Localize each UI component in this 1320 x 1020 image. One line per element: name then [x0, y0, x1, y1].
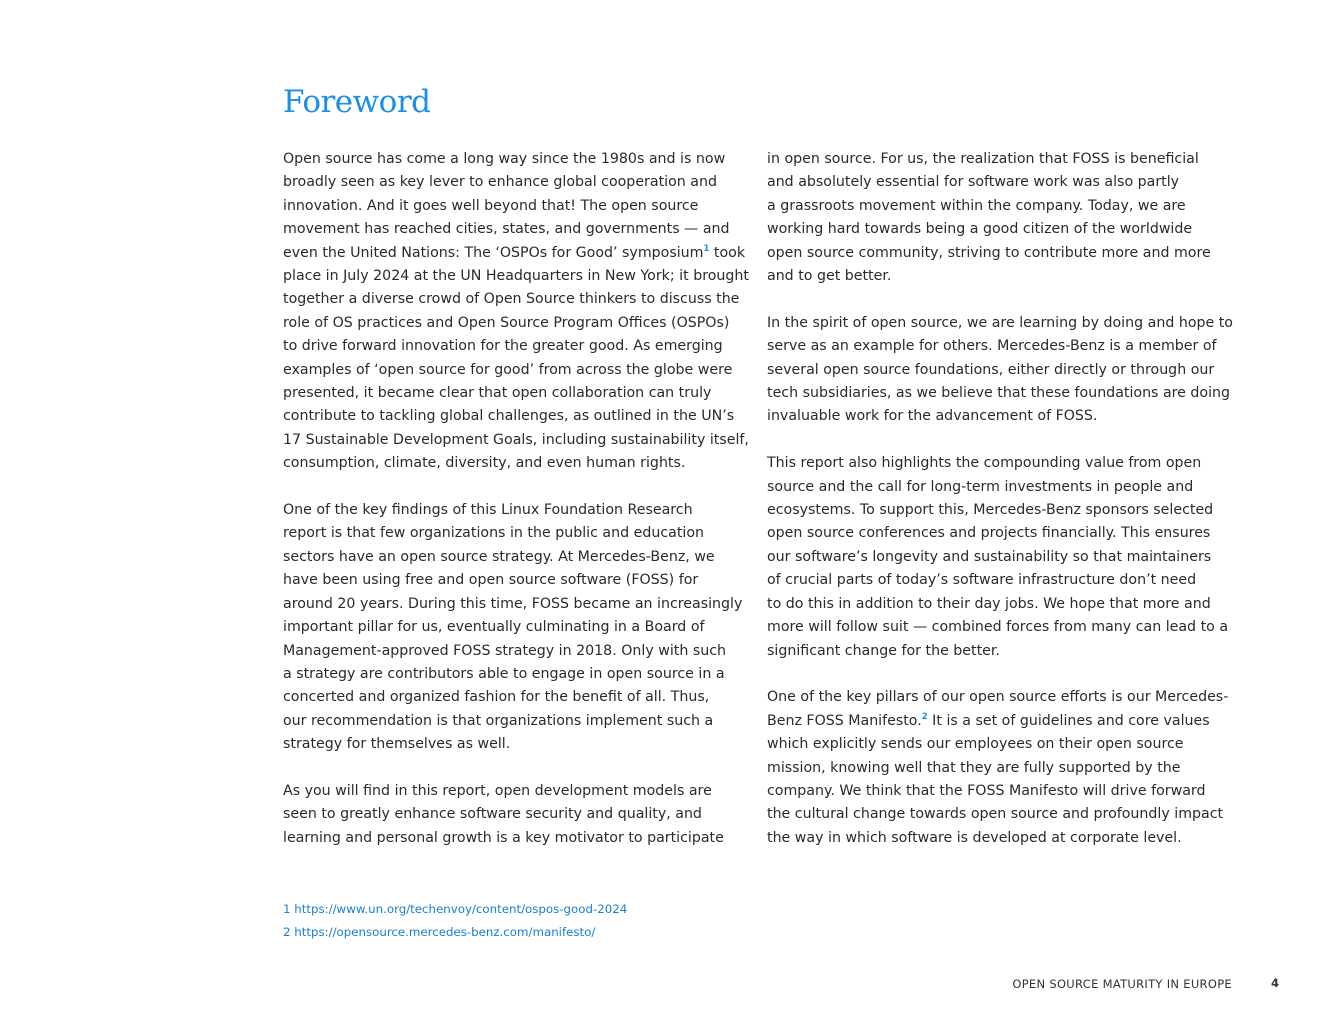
paragraph: As you will find in this report, open development models are seen to greatly enhance software security and quality, and learning and personal growth is a key motivator to participate [283, 782, 724, 846]
paragraph-text: It is a set of guidelines and core values which explicitly sends our employees on their open source mission, knowing well that they are fully supported by the company. We think that the FOSS Manifesto will drive forward the cultural change towards open source and profoundly impact the way in which software is developed at corporate level. [767, 712, 1224, 846]
paragraph-text: One of the key pillars of our open source efforts is our Mercedes- Benz FOSS Manifesto. [767, 689, 1229, 729]
footnote-2-marker[interactable]: 2 [921, 711, 928, 722]
paragraph: This report also highlights the compounding value from open source and the call for long-term investments in people and ecosystems. To support this, Mercedes-Benz sponsors selected open source conferences and projects financially. This ensures our software’s longevity and sustainability so that maintainers of crucial parts of today’s software infrastructure don’t need to do this in addition to their day jobs. We hope that more and more will follow suit — combined forces from many can lead to a significant change for the better. [767, 455, 1229, 659]
paragraph-text: took place in July 2024 at the UN Headquarters in New York; it brought together a diverse crowd of Open Source thinkers to discuss the role of OS practices and Open Source Program Offices (OSPOs) to drive forward innovation for the greater good. As emerging examples of ‘open source for good’ from across the globe were presented, it became clear that open collaboration can truly contribute to tackling global challenges, as outlined in the UN’s 17 Sustainable Development Goals, including sustainability itself, consumption, climate, diversity, and even human rights. [283, 244, 749, 472]
footnote-2-link[interactable]: 2 https://opensource.mercedes-benz.com/manifesto/ [283, 925, 596, 939]
paragraph [767, 686, 1235, 850]
page-title: Foreword [283, 84, 431, 120]
paragraph: In the spirit of open source, we are learning by doing and hope to serve as an example for others. Mercedes-Benz is a member of several open source foundations, either directly or through our tech subsidiaries, as we believe that these foundations are doing invaluable work for the advancement of FOSS. [767, 314, 1233, 425]
footnote-1-link[interactable]: 1 https://www.un.org/techenvoy/content/ospos-good-2024 [283, 902, 628, 916]
footnote-1-marker[interactable]: 1 [703, 243, 710, 254]
paragraph-text: Open source has come a long way since the 1980s and is now broadly seen as key lever to enhance global cooperation and innovation. And it goes well beyond that! The open source movement has reached cities, states, and governments — and even the United Nations: The ‘OSPOs for Good’ symposium [283, 151, 730, 261]
paragraph: One of the key findings of this Linux Foundation Research report is that few organizations in the public and education sectors have an open source strategy. At Mercedes-Benz, we have been using free and open source software (FOSS) for around 20 years. During this time, FOSS became an increasingly important pillar for us, eventually culminating in a Board of Management-approved FOSS strategy in 2018. Only with such a strategy are contributors able to engage in open source in a concerted and organized fashion for the benefit of all. Thus, our recommendation is that organizations implement such a strategy for themselves as well. [283, 502, 743, 753]
page-number: 4 [1271, 976, 1280, 990]
left-column [283, 148, 751, 850]
paragraph [283, 148, 751, 476]
paragraph: in open source. For us, the realization that FOSS is beneficial and absolutely essential for software work was also partly a grassroots movement within the company. Today, we are working hard towards being a good citizen of the worldwide open source community, striving to contribute more and more and to get better. [767, 151, 1211, 285]
footer-report-title: OPEN SOURCE MATURITY IN EUROPE [1012, 977, 1232, 991]
footnotes [283, 898, 627, 944]
right-column [767, 148, 1235, 850]
